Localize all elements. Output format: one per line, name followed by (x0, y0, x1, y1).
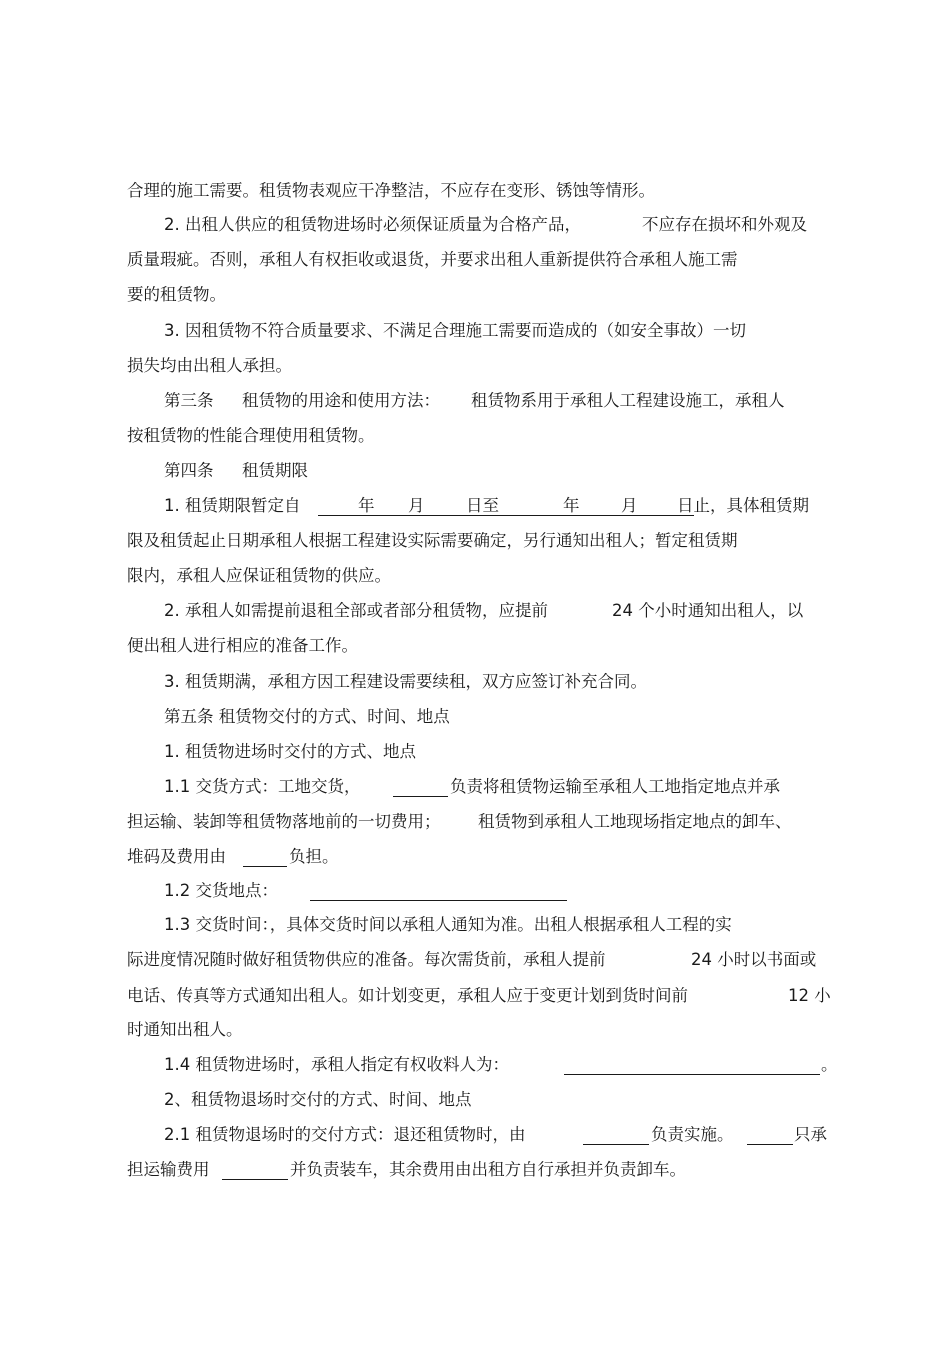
paragraph-text: 损失均由出租人承担。 (127, 356, 292, 375)
paragraph-text: 1.1 交货方式：工地交货， (164, 777, 361, 796)
paragraph-text: 质量瑕疵。否则，承租人有权拒收或退货，并要求出租人重新提供符合承租人施工需 (127, 250, 738, 269)
section-heading: 1. 租赁物进场时交付的方式、地点 (164, 742, 416, 761)
article-number: 第四条 (164, 461, 214, 480)
fill-in-blank (222, 1179, 288, 1180)
section-heading: 2、租赁物退场时交付的方式、时间、地点 (164, 1090, 472, 1109)
paragraph-text: 便出租人进行相应的准备工作。 (127, 636, 358, 655)
paragraph-text: 担运输、装卸等租赁物落地前的一切费用； (127, 812, 441, 831)
paragraph-text: 1.2 交货地点： (164, 881, 278, 900)
paragraph-text: 时通知出租人。 (127, 1020, 243, 1039)
article-number: 第三条 (164, 391, 214, 410)
paragraph-text: 担运输费用 (127, 1160, 210, 1179)
paragraph-text: 堆码及费用由 (127, 847, 226, 866)
paragraph-text: 不应存在损坏和外观及 (642, 215, 807, 234)
paragraph-text: 负责将租赁物运输至承租人工地指定地点并承 (450, 777, 780, 796)
date-label: 日至 (466, 496, 499, 515)
paragraph-text: 限及租赁起止日期承租人根据工程建设实际需要确定，另行通知出租人；暂定租赁期 (127, 531, 738, 550)
fill-in-blank (243, 866, 287, 867)
date-label: 月 (621, 496, 638, 515)
paragraph-text: 。 (821, 1055, 838, 1074)
paragraph-text: 际进度情况随时做好租赁物供应的准备。每次需货前，承租人提前 (127, 950, 606, 969)
fill-in-blank (310, 900, 567, 901)
paragraph-text: 负担。 (289, 847, 339, 866)
paragraph-text: 1.3 交货时间：，具体交货时间以承租人通知为准。出租人根据承租人工程的实 (164, 915, 732, 934)
fill-in-blank (583, 1144, 649, 1145)
article-title: 租赁期限 (242, 461, 308, 480)
paragraph-text: 1. 租赁期限暂定自 (164, 496, 301, 515)
date-label: 月 (408, 496, 425, 515)
date-label: 年 (563, 496, 580, 515)
paragraph-text: 12 小 (788, 986, 831, 1005)
paragraph-text: 3. 因租赁物不符合质量要求、不满足合理施工需要而造成的（如安全事故）一切 (164, 321, 746, 340)
date-label: 年 (358, 496, 375, 515)
paragraph-text: 租赁物到承租人工地现场指定地点的卸车、 (478, 812, 792, 831)
paragraph-text: 24 个小时通知出租人，以 (612, 601, 804, 620)
paragraph-text: 2. 出租人供应的租赁物进场时必须保证质量为合格产品， (164, 215, 581, 234)
paragraph-text: 合理的施工需要。租赁物表观应干净整洁，不应存在变形、锈蚀等情形。 (127, 181, 655, 200)
paragraph-text: 按租赁物的性能合理使用租赁物。 (127, 426, 375, 445)
paragraph-text: 2.1 租赁物退场时的交付方式：退还租赁物时，由 (164, 1125, 526, 1144)
paragraph-text: 租赁物系用于承租人工程建设施工，承租人 (471, 391, 785, 410)
paragraph-text: 并负责装车，其余费用由出租方自行承担并负责卸车。 (290, 1160, 686, 1179)
fill-in-blank (564, 1074, 820, 1075)
paragraph-text: 要的租赁物。 (127, 285, 226, 304)
paragraph-text: 1.4 租赁物进场时，承租人指定有权收料人为： (164, 1055, 509, 1074)
fill-in-blank (747, 1144, 793, 1145)
paragraph-text: 3. 租赁期满，承租方因工程建设需要续租，双方应签订补充合同。 (164, 672, 647, 691)
article-title: 租赁物的用途和使用方法： (242, 391, 440, 410)
paragraph-text: 限内，承租人应保证租赁物的供应。 (127, 566, 391, 585)
paragraph-text: 日止，具体租赁期 (677, 496, 809, 515)
paragraph-text: 24 小时以书面或 (691, 950, 817, 969)
paragraph-text: 电话、传真等方式通知出租人。如计划变更，承租人应于变更计划到货时间前 (127, 986, 688, 1005)
article-heading: 第五条 租赁物交付的方式、时间、地点 (164, 707, 450, 726)
paragraph-text: 2. 承租人如需提前退租全部或者部分租赁物，应提前 (164, 601, 548, 620)
paragraph-text: 负责实施。 (651, 1125, 734, 1144)
fill-in-blank (393, 796, 448, 797)
paragraph-text: 只承 (794, 1125, 827, 1144)
